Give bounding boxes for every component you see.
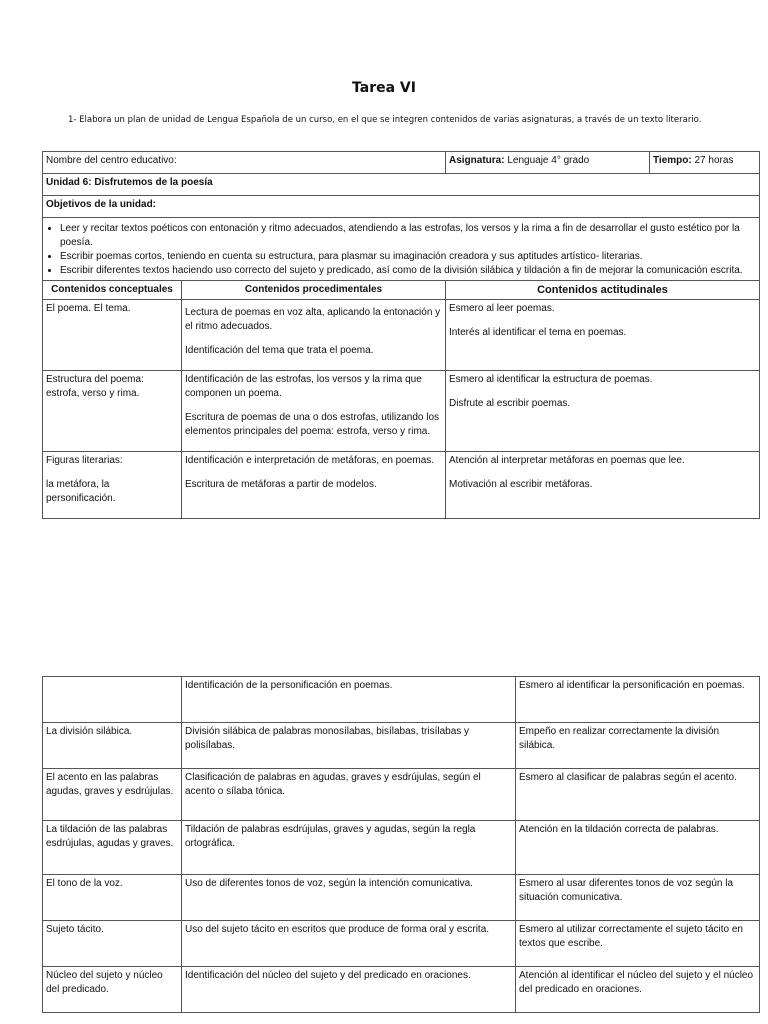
instruction-text: 1- Elabora un plan de unidad de Lengua Española de un curso, en el que se integren contenidos de varias asignaturas, a través de un texto literario. [68,115,702,125]
content-row [43,769,760,821]
procedural-cell: Clasificación de palabras en agudas, graves y esdrújulas, según el acento o sílaba tónica. [182,769,516,821]
header-row [43,152,760,174]
conceptual-cell [43,300,182,371]
procedural-cell: Identificación de la personificación en poemas. [182,677,516,723]
content-row [43,875,760,921]
content-row [43,967,760,1013]
unit-plan-table [42,151,760,519]
content-row [43,300,760,371]
conceptual-cell: La tildación de las palabras esdrújulas, agudas y graves. [43,821,182,875]
cell-text: Interés al identificar el tema en poemas. [449,327,627,338]
cell-text: Identificación e interpretación de metáforas, en poemas. [185,455,435,466]
attitudinal-cell [446,300,760,371]
attitudinal-cell: Esmero al usar diferentes tonos de voz según la situación comunicativa. [516,875,760,921]
cell-text: Escritura de poemas de una o dos estrofas, utilizando los elementos principales del poema: estrofa, verso y rima. [185,412,440,437]
cell-text: Identificación del tema que trata el poema. [185,345,374,356]
conceptual-cell [43,371,182,452]
attitudinal-cell: Esmero al clasificar de palabras según el acento. [516,769,760,821]
cell-text: Figuras literarias: [46,455,123,466]
attitudinal-cell: Esmero al utilizar correctamente el sujeto tácito en textos que escribe. [516,921,760,967]
subject-label: Asignatura: [449,155,505,166]
conceptual-cell [43,677,182,723]
content-row [43,921,760,967]
conceptual-cell: Núcleo del sujeto y núcleo del predicado. [43,967,182,1013]
objectives-label: Objetivos de la unidad: [43,196,760,218]
col-header-attitudinal: Contenidos actitudinales [446,281,760,300]
objectives-list [46,222,756,278]
attitudinal-cell [446,452,760,519]
attitudinal-cell [446,371,760,452]
conceptual-cell: El acento en las palabras agudas, graves y esdrújulas. [43,769,182,821]
col-header-conceptual: Contenidos conceptuales [43,281,182,300]
procedural-cell: División silábica de palabras monosílabas, bisílabas, trisílabas y polisílabas. [182,723,516,769]
procedural-cell [182,452,446,519]
unit-plan-table-continued [42,676,760,1013]
procedural-cell: Identificación del núcleo del sujeto y del predicado en oraciones. [182,967,516,1013]
content-row [43,723,760,769]
cell-text: Esmero al leer poemas. [449,303,555,314]
conceptual-cell: El tono de la voz. [43,875,182,921]
cell-text: Disfrute al escribir poemas. [449,398,571,409]
cell-text: la metáfora, la personificación. [46,479,116,504]
content-row [43,821,760,875]
cell-text: Lectura de poemas en voz alta, aplicando la entonación y el ritmo adecuados. [185,307,441,332]
cell-text: Identificación de las estrofas, los versos y la rima que componen un poema. [185,374,422,399]
time-cell [650,152,760,174]
school-name-label: Nombre del centro educativo: [46,155,177,166]
subject-value: Lenguaje 4° grado [507,155,590,166]
cell-text: Motivación al escribir metáforas. [449,479,593,490]
cell-text: Atención al interpretar metáforas en poemas que lee. [449,455,685,466]
attitudinal-cell: Atención en la tildación correcta de palabras. [516,821,760,875]
procedural-cell: Uso de diferentes tonos de voz, según la intención comunicativa. [182,875,516,921]
time-label: Tiempo: [653,155,692,166]
column-headers-row [43,281,760,300]
objective-item: • Leer y recitar textos poéticos con entonación y ritmo adecuados, atendiendo a las estrofas, los versos y la rima a fin de desarrollar el gusto estético por la poesía. [60,222,756,250]
attitudinal-cell: Atención al identificar el núcleo del sujeto y el núcleo del predicado en oraciones. [516,967,760,1013]
content-row [43,677,760,723]
objective-item: • Escribir diferentes textos haciendo uso correcto del sujeto y predicado, así como de la división silábica y tildación a fin de mejorar la comunicación escrita. [60,264,756,278]
cell-text: El poema. El tema. [46,303,131,314]
procedural-cell [182,371,446,452]
conceptual-cell: La división silábica. [43,723,182,769]
attitudinal-cell: Esmero al identificar la personificación en poemas. [516,677,760,723]
school-name-cell [43,152,446,174]
unit-title: Unidad 6: Disfrutemos de la poesía [43,174,760,196]
content-row [43,371,760,452]
objective-item: • Escribir poemas cortos, teniendo en cuenta su estructura, para plasmar su imaginación creadora y sus aptitudes artístico- literarias. [60,250,756,264]
conceptual-cell [43,452,182,519]
procedural-cell: Tildación de palabras esdrújulas, graves y agudas, según la regla ortográfica. [182,821,516,875]
procedural-cell: Uso del sujeto tácito en escritos que produce de forma oral y escrita. [182,921,516,967]
attitudinal-cell: Empeño en realizar correctamente la división silábica. [516,723,760,769]
objectives-cell [43,218,760,281]
procedural-cell [182,300,446,371]
col-header-procedural: Contenidos procedimentales [182,281,446,300]
content-row [43,452,760,519]
cell-text: Esmero al identificar la estructura de poemas. [449,374,653,385]
subject-cell [446,152,650,174]
page-title: Tarea VI [352,80,416,96]
time-value: 27 horas [694,155,734,166]
conceptual-cell: Sujeto tácito. [43,921,182,967]
cell-text: Escritura de metáforas a partir de modelos. [185,479,377,490]
cell-text: Estructura del poema: estrofa, verso y rima. [46,374,144,399]
